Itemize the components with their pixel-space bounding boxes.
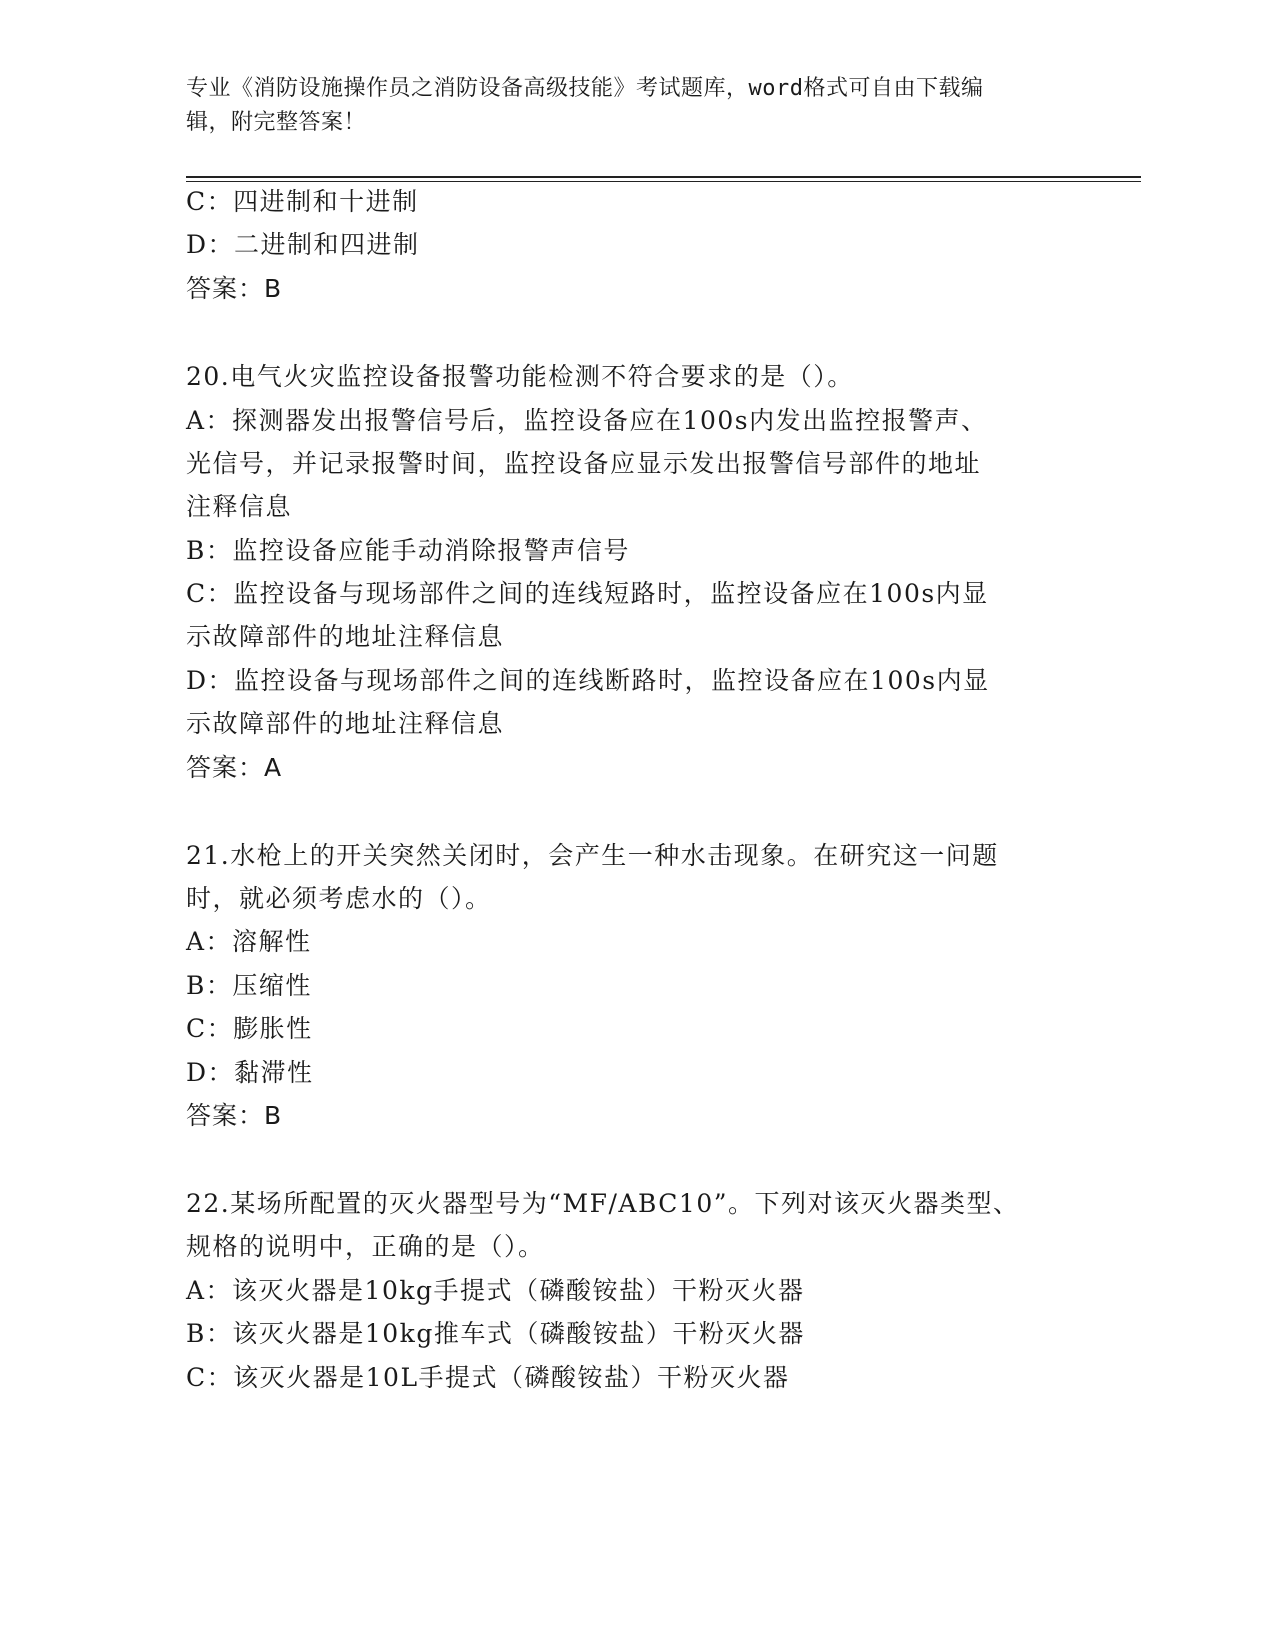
prev-option-c: C：四进制和十进制 <box>186 187 419 216</box>
header-rule-thin <box>186 181 1141 182</box>
q22-option-a: A：该灭火器是10kg手提式（磷酸铵盐）干粉灭火器 <box>186 1276 805 1305</box>
q21-stem-line-2: 时，就必须考虑水的（）。 <box>186 884 492 913</box>
q20-option-b: B：监控设备应能手动消除报警声信号 <box>186 536 630 565</box>
prev-option-d: D：二进制和四进制 <box>186 230 420 259</box>
q21-option-a: A：溶解性 <box>186 927 312 956</box>
q20-option-a-line-1: A：探测器发出报警信号后，监控设备应在100s内发出监控报警声、 <box>186 406 988 435</box>
q21-option-c: C：膨胀性 <box>186 1014 313 1043</box>
header-line-1: 专业《消防设施操作员之消防设备高级技能》考试题库，word格式可自由下载编 <box>186 76 984 101</box>
q20-answer: 答案：A <box>186 753 283 782</box>
document-header <box>186 72 1076 140</box>
q20-stem: 20.电气火灾监控设备报警功能检测不符合要求的是（）。 <box>186 362 854 391</box>
header-line-2: 辑，附完整答案！ <box>186 110 367 135</box>
q20-option-d-line-2: 示故障部件的地址注释信息 <box>186 709 505 738</box>
q22-stem-line-1: 22.某场所配置的灭火器型号为“MF/ABC10”。下列对该灭火器类型、 <box>186 1189 1020 1218</box>
q21-answer: 答案：B <box>186 1101 283 1130</box>
q22-option-b: B：该灭火器是10kg推车式（磷酸铵盐）干粉灭火器 <box>186 1319 805 1348</box>
header-rule-thick <box>186 176 1141 178</box>
q20-option-d-line-1: D：监控设备与现场部件之间的连线断路时，监控设备应在100s内显 <box>186 666 990 695</box>
q20-option-c-line-1: C：监控设备与现场部件之间的连线短路时，监控设备应在100s内显 <box>186 579 989 608</box>
q21-stem-line-1: 21.水枪上的开关突然关闭时，会产生一种水击现象。在研究这一问题 <box>186 841 999 870</box>
prev-answer: 答案：B <box>186 274 283 303</box>
q21-option-d: D：黏滞性 <box>186 1058 314 1087</box>
q22-option-c: C：该灭火器是10L手提式（磷酸铵盐）干粉灭火器 <box>186 1363 790 1392</box>
q22-stem-line-2: 规格的说明中，正确的是（）。 <box>186 1232 545 1261</box>
q21-option-b: B：压缩性 <box>186 971 312 1000</box>
q20-option-a-line-2: 光信号，并记录报警时间，监控设备应显示发出报警信号部件的地址 <box>186 449 982 478</box>
q20-option-a-line-3: 注释信息 <box>186 492 293 521</box>
q20-option-c-line-2: 示故障部件的地址注释信息 <box>186 622 505 651</box>
